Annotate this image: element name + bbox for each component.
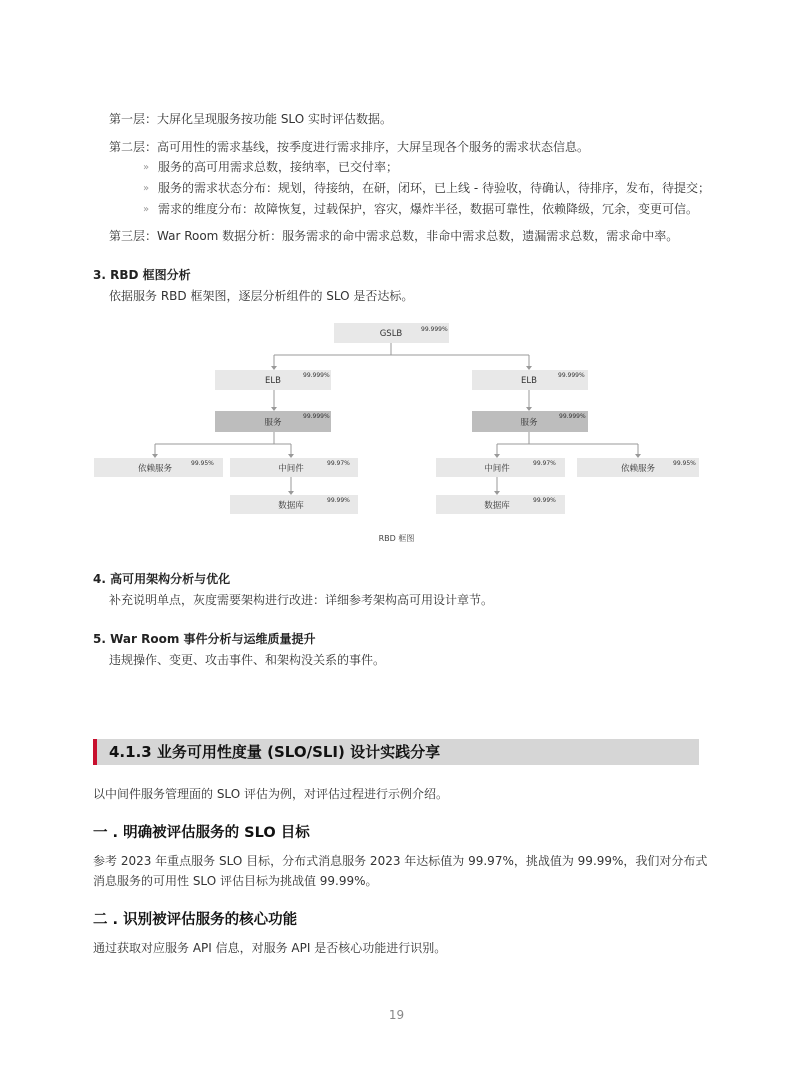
node-value: 99.999% bbox=[303, 372, 330, 379]
war-room-description: 违规操作、变更、攻击事件、和架构没关系的事件。 bbox=[109, 653, 386, 667]
bullet-item: 需求的维度分布：故障恢复，过载保护，容灾，爆炸半径，数据可靠性，依赖降级，冗余，变更可信。 bbox=[158, 202, 699, 216]
ha-architecture-description: 补充说明单点，灰度需要架构进行改进：详细参考架构高可用设计章节。 bbox=[109, 593, 494, 607]
layer-2-text: 第二层：高可用性的需求基线，按季度进行需求排序，大屏呈现各个服务的需求状态信息。 bbox=[109, 140, 590, 154]
node-value: 99.97% bbox=[533, 460, 556, 467]
rbd-caption: RBD 框图 bbox=[378, 534, 415, 543]
bullet-item: 服务的需求状态分布：规划，待接纳，在研，闭环，已上线 - 待验收，待确认，待排序，发布，待提交； bbox=[158, 181, 710, 195]
node-label: GSLB bbox=[379, 329, 403, 339]
node-label: ELB bbox=[265, 376, 281, 386]
part-2-heading: 二 . 识别被评估服务的核心功能 bbox=[93, 912, 298, 928]
rbd-description: 依据服务 RBD 框架图，逐层分析组件的 SLO 是否达标。 bbox=[109, 289, 414, 303]
node-value: 99.99% bbox=[327, 497, 350, 504]
rbd-node-database-right bbox=[436, 495, 565, 514]
rbd-node-middleware-right bbox=[436, 458, 565, 477]
node-label: 数据库 bbox=[278, 501, 304, 511]
part-1-heading: 一 . 明确被评估服务的 SLO 目标 bbox=[93, 825, 310, 841]
ha-architecture-heading: 4. 高可用架构分析与优化 bbox=[93, 572, 231, 586]
node-value: 99.97% bbox=[327, 460, 350, 467]
rbd-node-gslb bbox=[334, 323, 449, 343]
layer-3-text: 第三层：War Room 数据分析：服务需求的命中需求总数，非命中需求总数，遗漏需求总数，需求命中率。 bbox=[109, 229, 679, 243]
node-label: 依赖服务 bbox=[137, 464, 173, 474]
bullet-item: 服务的高可用需求总数，接纳率，已交付率； bbox=[158, 160, 399, 174]
part-2-line-1: 通过获取对应服务 API 信息，对服务 API 是否核心功能进行识别。 bbox=[93, 941, 447, 955]
section-title: 4.1.3 业务可用性度量 (SLO/SLI) 设计实践分享 bbox=[109, 743, 441, 761]
rbd-node-service-left bbox=[215, 411, 331, 432]
war-room-heading: 5. War Room 事件分析与运维质量提升 bbox=[93, 632, 316, 646]
node-label: 中间件 bbox=[484, 464, 510, 474]
rbd-node-middleware-left bbox=[230, 458, 358, 477]
bullet-marker: » bbox=[143, 204, 150, 215]
bullet-marker: » bbox=[143, 183, 150, 194]
rbd-node-dependency-right bbox=[577, 458, 699, 477]
node-label: 依赖服务 bbox=[620, 464, 656, 474]
node-label: 数据库 bbox=[484, 501, 510, 511]
node-value: 99.99% bbox=[533, 497, 556, 504]
bullet-marker: » bbox=[143, 162, 150, 173]
node-value: 99.95% bbox=[673, 460, 696, 467]
node-label: 服务 bbox=[264, 418, 282, 428]
section-intro: 以中间件服务管理面的 SLO 评估为例，对评估过程进行示例介绍。 bbox=[93, 787, 448, 801]
node-value: 99.999% bbox=[558, 372, 585, 379]
rbd-node-elb-left bbox=[215, 370, 331, 390]
rbd-node-service-right bbox=[472, 411, 588, 432]
node-value: 99.999% bbox=[559, 413, 586, 420]
rbd-node-dependency-left bbox=[94, 458, 223, 477]
page-number: 19 bbox=[388, 1008, 405, 1022]
rbd-node-elb-right bbox=[472, 370, 588, 390]
part-1-line-2: 消息服务的可用性 SLO 评估目标为挑战值 99.99%。 bbox=[93, 874, 378, 888]
section-header-bar bbox=[93, 739, 699, 765]
node-label: 中间件 bbox=[278, 464, 304, 474]
node-value: 99.999% bbox=[421, 326, 448, 333]
part-1-line-1: 参考 2023 年重点服务 SLO 目标，分布式消息服务 2023 年达标值为 99.97%，挑战值为 99.99%，我们对分布式 bbox=[93, 854, 708, 868]
node-label: 服务 bbox=[520, 418, 538, 428]
rbd-heading: 3. RBD 框图分析 bbox=[93, 268, 191, 282]
layer-1-text: 第一层：大屏化呈现服务按功能 SLO 实时评估数据。 bbox=[109, 112, 392, 126]
node-value: 99.999% bbox=[303, 413, 330, 420]
node-label: ELB bbox=[521, 376, 537, 386]
node-value: 99.95% bbox=[191, 460, 214, 467]
rbd-node-database-left bbox=[230, 495, 358, 514]
